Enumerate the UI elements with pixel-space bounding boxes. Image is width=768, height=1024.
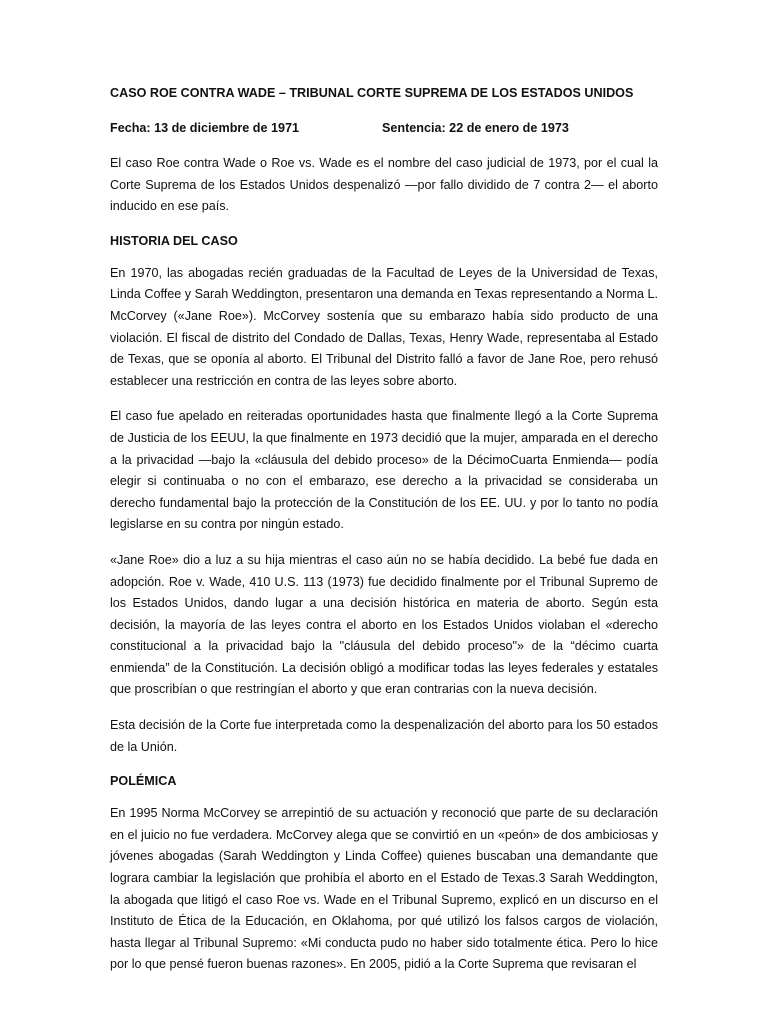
historia-paragraph-3: «Jane Roe» dio a luz a su hija mientras el caso aún no se había decidido. La bebé fue dada en adopción. Roe v. Wade, 410 U.S. 113 (1973) fue decidido finalmente por el Tribunal Supremo de los Estados Unidos, dando lugar a una decisión histórica en materia de aborto. Según esta decisión, la mayoría de las leyes contra el aborto en los Estados Unidos violaban el «derecho constitucional a la privacidad bajo la "cláusula del debido proceso"» de la “décimo cuarta enmienda” de la Constitución. La decisión obligó a modificar todas las leyes federales y estatales que proscribían o que restringían el aborto y que eran contrarias con la nueva decisión. — [110, 552, 658, 697]
historia-paragraph-2: El caso fue apelado en reiteradas oportunidades hasta que finalmente llegó a la Corte Suprema de Justicia de los EEUU, la que finalmente en 1973 decidió que la mujer, amparada en el derecho a la privacidad —bajo la «cláusula del debido proceso» de la DécimoCuarta Enmienda— podía elegir si continuaba o no con el embarazo, ese derecho a la privacidad se consideraba un derecho fundamental bajo la protección de la Constitución de los EE. UU. y por lo tanto no podía legislarse en su contra por ningún estado. — [110, 409, 658, 532]
intro-paragraph: El caso Roe contra Wade o Roe vs. Wade es el nombre del caso judicial de 1973, por el cual la Corte Suprema de los Estados Unidos despenalizó —por fallo dividido de 7 contra 2— el aborto inducido en ese país. — [110, 156, 658, 214]
polemica-paragraph-1: En 1995 Norma McCorvey se arrepintió de su actuación y reconoció que parte de su declaración en el juicio no fue verdadera. McCorvey alega que se convirtió en un «peón» de dos ambiciosas y jóvenes abogadas (Sarah Weddington y Linda Coffee) quienes buscaban una demandante que lograra cambiar la legislación que prohibía el aborto en el Estado de Texas.3 Sarah Weddington, la abogada que litigó el caso Roe vs. Wade en el Tribunal Supremo, explicó en un discurso en el Instituto de Ética de la Educación, en Oklahoma, por qué utilizó los falsos cargos de violación, hasta llegar al Tribunal Supremo: «Mi conducta pudo no haber sido totalmente ética. Pero lo hice por lo que pensé fueron buenas razones». En 2005, pidió a la Corte Suprema que revisaran el — [110, 806, 658, 972]
historia-paragraph-4: Esta decisión de la Corte fue interpretada como la despenalización del aborto para los 50 estados de la Unión. — [110, 718, 658, 754]
dates-line — [110, 119, 658, 137]
fecha-label: Fecha: 13 de diciembre de 1971 — [110, 121, 299, 135]
document-title: CASO ROE CONTRA WADE – TRIBUNAL CORTE SUPREMA DE LOS ESTADOS UNIDOS — [110, 86, 634, 100]
section-heading-polemica: POLÉMICA — [110, 774, 177, 789]
section-heading-historia: HISTORIA DEL CASO — [110, 233, 238, 248]
historia-paragraph-1: En 1970, las abogadas recién graduadas de la Facultad de Leyes de la Universidad de Texas, Linda Coffee y Sarah Weddington, presentaron una demanda en Texas representando a Norma L. McCorvey («Jane Roe»). McCorvey sostenía que su embarazo había sido producto de una violación. El fiscal de distrito del Condado de Dallas, Texas, Henry Wade, representaba al Estado de Texas, que se oponía al aborto. El Tribunal del Distrito falló a favor de Jane Roe, pero rehusó establecer una restricción en contra de las leyes sobre aborto. — [110, 265, 658, 388]
sentencia-label: Sentencia: 22 de enero de 1973 — [382, 121, 569, 135]
